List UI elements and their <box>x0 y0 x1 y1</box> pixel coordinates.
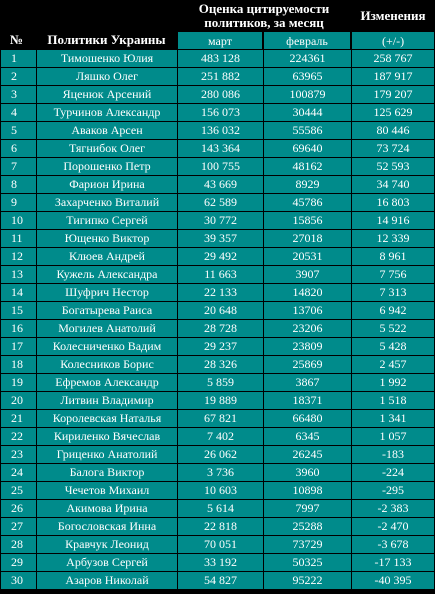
change-value: -224 <box>351 463 435 481</box>
march-value: 30 772 <box>177 211 263 229</box>
february-value: 55586 <box>263 121 351 139</box>
change-value: -3 678 <box>351 535 435 553</box>
change-value: 1 341 <box>351 409 435 427</box>
change-value: -17 133 <box>351 553 435 571</box>
change-value: 187 917 <box>351 67 435 85</box>
table-row <box>0 517 435 535</box>
row-number: 30 <box>0 571 36 589</box>
politician-name: Гриценко Анатолий <box>36 445 177 463</box>
table-row <box>0 355 435 373</box>
table-row <box>0 445 435 463</box>
row-number: 4 <box>0 103 36 121</box>
february-value: 20531 <box>263 247 351 265</box>
row-number: 8 <box>0 175 36 193</box>
politician-name: Кириленко Вячеслав <box>36 427 177 445</box>
march-value: 62 589 <box>177 193 263 211</box>
row-number: 23 <box>0 445 36 463</box>
march-value: 43 669 <box>177 175 263 193</box>
table-row <box>0 499 435 517</box>
change-value: 179 207 <box>351 85 435 103</box>
march-value: 20 648 <box>177 301 263 319</box>
politician-name: Клюев Андрей <box>36 247 177 265</box>
row-number: 13 <box>0 265 36 283</box>
table-row <box>0 139 435 157</box>
table-row <box>0 211 435 229</box>
february-value: 45786 <box>263 193 351 211</box>
table-row <box>0 463 435 481</box>
change-value: 125 629 <box>351 103 435 121</box>
march-value: 67 821 <box>177 409 263 427</box>
row-number: 9 <box>0 193 36 211</box>
row-number: 28 <box>0 535 36 553</box>
change-value: 6 942 <box>351 301 435 319</box>
table-row <box>0 247 435 265</box>
table-row <box>0 373 435 391</box>
change-value: 34 740 <box>351 175 435 193</box>
february-value: 63965 <box>263 67 351 85</box>
table-row <box>0 157 435 175</box>
table-row <box>0 481 435 499</box>
february-value: 3960 <box>263 463 351 481</box>
march-value: 280 086 <box>177 85 263 103</box>
table-body <box>0 49 435 589</box>
march-value: 11 663 <box>177 265 263 283</box>
row-number: 16 <box>0 319 36 337</box>
politician-name: Колесниченко Вадим <box>36 337 177 355</box>
row-number: 29 <box>0 553 36 571</box>
march-value: 26 062 <box>177 445 263 463</box>
row-number: 26 <box>0 499 36 517</box>
row-number: 7 <box>0 157 36 175</box>
change-value: 1 057 <box>351 427 435 445</box>
february-value: 18371 <box>263 391 351 409</box>
row-number: 10 <box>0 211 36 229</box>
february-value: 73729 <box>263 535 351 553</box>
politician-name: Яценюк Арсений <box>36 85 177 103</box>
row-number: 18 <box>0 355 36 373</box>
row-number: 22 <box>0 427 36 445</box>
politician-name: Кравчук Леонид <box>36 535 177 553</box>
row-number: 17 <box>0 337 36 355</box>
politician-name: Шуфрич Нестор <box>36 283 177 301</box>
row-number: 15 <box>0 301 36 319</box>
table-row <box>0 337 435 355</box>
february-value: 3867 <box>263 373 351 391</box>
march-value: 39 357 <box>177 229 263 247</box>
march-value: 100 755 <box>177 157 263 175</box>
politician-name: Литвин Владимир <box>36 391 177 409</box>
header-change-sign: (+/-) <box>351 32 435 49</box>
row-number: 14 <box>0 283 36 301</box>
table-row <box>0 265 435 283</box>
row-number: 25 <box>0 481 36 499</box>
row-number: 11 <box>0 229 36 247</box>
row-number: 12 <box>0 247 36 265</box>
politician-name: Королевская Наталья <box>36 409 177 427</box>
politician-name: Тимошенко Юлия <box>36 49 177 67</box>
table-row <box>0 193 435 211</box>
row-number: 19 <box>0 373 36 391</box>
march-value: 251 882 <box>177 67 263 85</box>
row-number: 27 <box>0 517 36 535</box>
politician-name: Акимова Ирина <box>36 499 177 517</box>
change-value: 12 339 <box>351 229 435 247</box>
header-politicians: Политики Украины <box>36 0 177 49</box>
table-row <box>0 553 435 571</box>
march-value: 3 736 <box>177 463 263 481</box>
change-value: 1 992 <box>351 373 435 391</box>
politician-name: Тягнибок Олег <box>36 139 177 157</box>
march-value: 33 192 <box>177 553 263 571</box>
change-value: -40 395 <box>351 571 435 589</box>
march-value: 5 859 <box>177 373 263 391</box>
change-value: 258 767 <box>351 49 435 67</box>
politician-name: Захарченко Виталий <box>36 193 177 211</box>
politician-name: Кужель Александра <box>36 265 177 283</box>
row-number: 3 <box>0 85 36 103</box>
change-value: 16 803 <box>351 193 435 211</box>
row-number: 5 <box>0 121 36 139</box>
table-row <box>0 103 435 121</box>
change-value: -295 <box>351 481 435 499</box>
header-number: № <box>0 0 36 49</box>
table-row <box>0 283 435 301</box>
february-value: 69640 <box>263 139 351 157</box>
february-value: 13706 <box>263 301 351 319</box>
row-number: 21 <box>0 409 36 427</box>
march-value: 29 492 <box>177 247 263 265</box>
february-value: 7997 <box>263 499 351 517</box>
table-row <box>0 85 435 103</box>
march-value: 22 133 <box>177 283 263 301</box>
march-value: 19 889 <box>177 391 263 409</box>
february-value: 15856 <box>263 211 351 229</box>
header-citation-title: Оценка цитируемости политиков, за месяц <box>177 0 351 32</box>
february-value: 23206 <box>263 319 351 337</box>
february-value: 26245 <box>263 445 351 463</box>
february-value: 30444 <box>263 103 351 121</box>
politician-name: Чечетов Михаил <box>36 481 177 499</box>
table-row <box>0 229 435 247</box>
politician-name: Богатырева Раиса <box>36 301 177 319</box>
politician-name: Аваков Арсен <box>36 121 177 139</box>
table-row <box>0 427 435 445</box>
change-value: 14 916 <box>351 211 435 229</box>
march-value: 29 237 <box>177 337 263 355</box>
february-value: 25869 <box>263 355 351 373</box>
politician-name: Арбузов Сергей <box>36 553 177 571</box>
table-row <box>0 535 435 553</box>
february-value: 27018 <box>263 229 351 247</box>
change-value: 1 518 <box>351 391 435 409</box>
politician-name: Азаров Николай <box>36 571 177 589</box>
politician-name: Богословская Инна <box>36 517 177 535</box>
february-value: 6345 <box>263 427 351 445</box>
table-row <box>0 319 435 337</box>
february-value: 23809 <box>263 337 351 355</box>
march-value: 136 032 <box>177 121 263 139</box>
row-number: 2 <box>0 67 36 85</box>
february-value: 224361 <box>263 49 351 67</box>
row-number: 1 <box>0 49 36 67</box>
march-value: 7 402 <box>177 427 263 445</box>
march-value: 70 051 <box>177 535 263 553</box>
february-value: 50325 <box>263 553 351 571</box>
change-value: 5 522 <box>351 319 435 337</box>
february-value: 95222 <box>263 571 351 589</box>
march-value: 54 827 <box>177 571 263 589</box>
politician-name: Колесников Борис <box>36 355 177 373</box>
change-value: 52 593 <box>351 157 435 175</box>
change-value: 7 756 <box>351 265 435 283</box>
change-value: 5 428 <box>351 337 435 355</box>
politician-name: Порошенко Петр <box>36 157 177 175</box>
header-changes: Изменения <box>351 0 435 32</box>
february-value: 66480 <box>263 409 351 427</box>
change-value: 7 313 <box>351 283 435 301</box>
march-value: 483 128 <box>177 49 263 67</box>
table-row <box>0 67 435 85</box>
february-value: 25288 <box>263 517 351 535</box>
table-row <box>0 391 435 409</box>
march-value: 143 364 <box>177 139 263 157</box>
change-value: 80 446 <box>351 121 435 139</box>
change-value: 8 961 <box>351 247 435 265</box>
march-value: 10 603 <box>177 481 263 499</box>
row-number: 6 <box>0 139 36 157</box>
table-row <box>0 175 435 193</box>
header-february: февраль <box>263 32 351 49</box>
row-number: 24 <box>0 463 36 481</box>
change-value: 73 724 <box>351 139 435 157</box>
february-value: 100879 <box>263 85 351 103</box>
march-value: 156 073 <box>177 103 263 121</box>
politician-name: Ефремов Александр <box>36 373 177 391</box>
march-value: 28 326 <box>177 355 263 373</box>
politician-name: Ляшко Олег <box>36 67 177 85</box>
february-value: 8929 <box>263 175 351 193</box>
change-value: -183 <box>351 445 435 463</box>
february-value: 14820 <box>263 283 351 301</box>
row-number: 20 <box>0 391 36 409</box>
politician-name: Могилев Анатолий <box>36 319 177 337</box>
table-row <box>0 49 435 67</box>
february-value: 3907 <box>263 265 351 283</box>
politician-name: Ющенко Виктор <box>36 229 177 247</box>
february-value: 10898 <box>263 481 351 499</box>
march-value: 5 614 <box>177 499 263 517</box>
table-row <box>0 571 435 589</box>
february-value: 48162 <box>263 157 351 175</box>
march-value: 28 728 <box>177 319 263 337</box>
table-row <box>0 301 435 319</box>
change-value: 2 457 <box>351 355 435 373</box>
change-value: -2 383 <box>351 499 435 517</box>
politician-name: Балога Виктор <box>36 463 177 481</box>
table-row <box>0 121 435 139</box>
politician-name: Тигипко Сергей <box>36 211 177 229</box>
header-march: март <box>177 32 263 49</box>
politician-name: Турчинов Александр <box>36 103 177 121</box>
politician-name: Фарион Ирина <box>36 175 177 193</box>
march-value: 22 818 <box>177 517 263 535</box>
table-row <box>0 409 435 427</box>
change-value: -2 470 <box>351 517 435 535</box>
